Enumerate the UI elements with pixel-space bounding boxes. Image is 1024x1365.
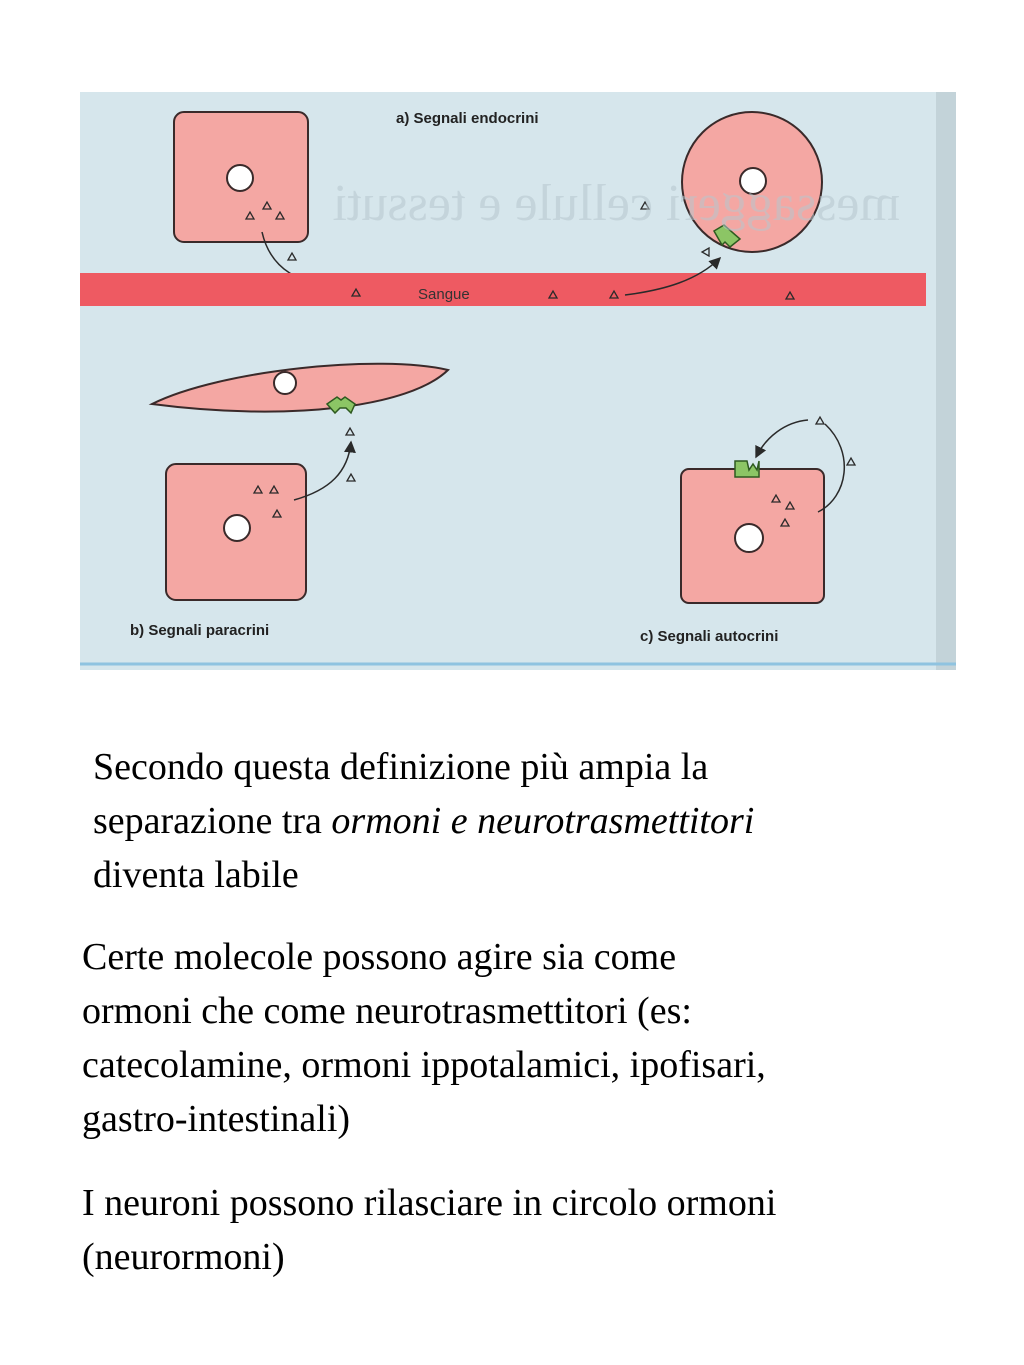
bleed-through-text: messaggeri cellule e tessuti: [332, 175, 900, 232]
p2-line1: Certe molecole possono agire sia come: [82, 936, 677, 978]
paragraph-definition: [93, 740, 953, 902]
blood-label: Sangue: [418, 286, 470, 303]
blood-vessel: [80, 273, 926, 306]
p1-line1: Secondo questa definizione più ampia la: [93, 746, 709, 788]
paracrine-target-nucleus: [274, 372, 296, 394]
label-paracrine: b) Segnali paracrini: [130, 622, 270, 639]
p1-line3: diventa labile: [93, 854, 299, 896]
paracrine-source-nucleus: [224, 515, 250, 541]
endocrine-cell-nucleus: [227, 165, 253, 191]
signaling-figure: [80, 92, 956, 670]
label-autocrine: c) Segnali autocrini: [640, 628, 779, 645]
label-endocrine: a) Segnali endocrini: [396, 110, 539, 127]
p3-line2: (neurormoni): [82, 1236, 285, 1278]
p1-line2-pre: separazione tra: [93, 800, 332, 842]
p3-line1: I neuroni possono rilasciare in circolo ormoni: [82, 1182, 777, 1224]
signaling-diagram: [80, 92, 956, 670]
p2-line4: gastro-intestinali): [82, 1098, 351, 1140]
figure-shadow-edge: [936, 92, 956, 670]
paragraph-neurons: [82, 1176, 962, 1284]
p1-line2-italic: ormoni e neurotrasmettitori: [331, 800, 755, 842]
p2-line3: catecolamine, ormoni ippotalamici, ipofisari,: [82, 1044, 766, 1086]
paragraph-molecules: [82, 930, 962, 1146]
autocrine-cell-nucleus: [735, 524, 763, 552]
p2-line2: ormoni che come neurotrasmettitori (es:: [82, 990, 692, 1032]
